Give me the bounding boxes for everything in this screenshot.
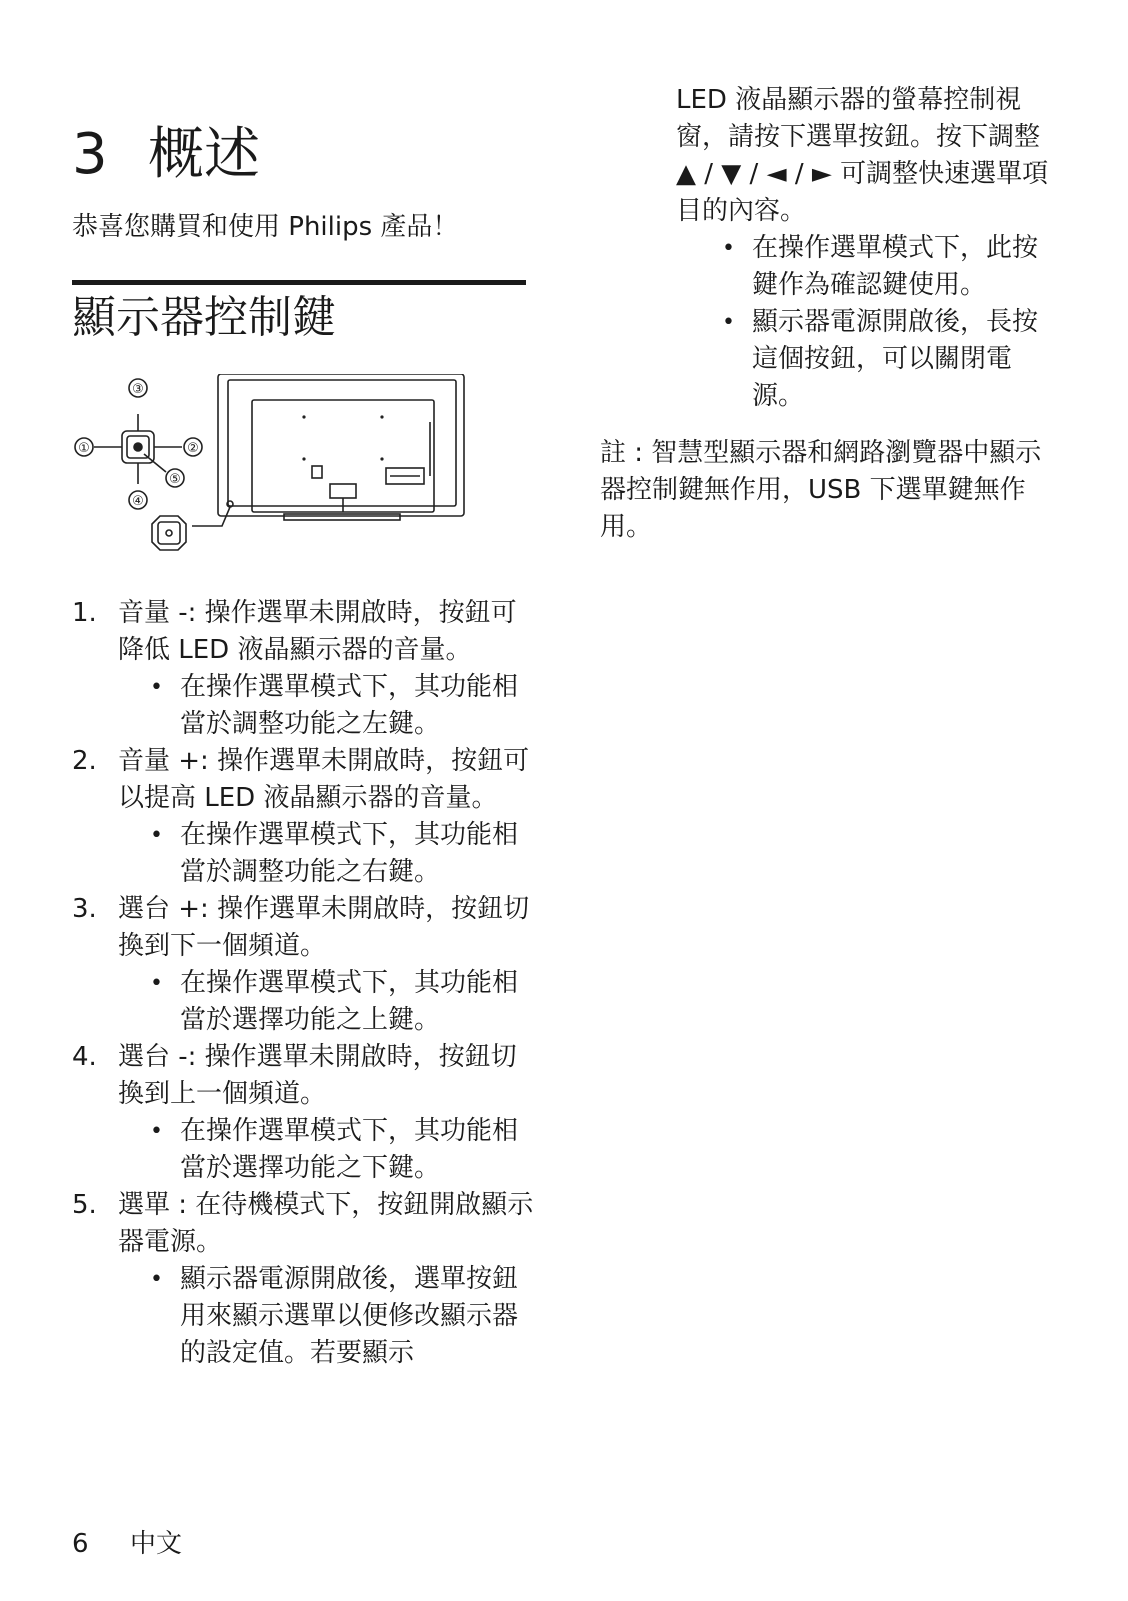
sub-list-item: • 在操作選單模式下，其功能相當於選擇功能之上鍵。 xyxy=(150,965,542,1039)
callout-4: ④ xyxy=(132,494,144,509)
sub-list-item: • 在操作選單模式下，此按鍵作為確認鍵使用。 xyxy=(722,230,1056,304)
note-text: 註 : 智慧型顯示器和網路瀏覽器中顯示器控制鍵無作用，USB 下選單鍵無作用。 xyxy=(600,438,1042,542)
continued-text: LED 液晶顯示器的螢幕控制視窗，請按下選單按鈕。按下調整 ▲ / ▼ / ◄ / ► 可調整快速選單項目的內容。 xyxy=(676,85,1049,226)
callout-5: ⑤ xyxy=(169,472,181,487)
list-item: 1. 音量 -: 操作選單未開啟時，按鈕可降低 LED 液晶顯示器的音量。 • 在操作選單模式下，其功能相當於調整功能之左鍵。 xyxy=(72,595,542,743)
chapter-number: 3 xyxy=(72,121,108,187)
page-number: 6 xyxy=(72,1529,89,1559)
continued-item xyxy=(600,82,1056,415)
callout-3: ③ xyxy=(132,382,144,397)
right-column xyxy=(600,82,1056,546)
sub-list-item: • 在操作選單模式下，其功能相當於調整功能之右鍵。 xyxy=(150,817,542,891)
sub-list-item: • 在操作選單模式下，其功能相當於調整功能之左鍵。 xyxy=(150,669,542,743)
list-item: 5. 選單 : 在待機模式下，按鈕開啟顯示器電源。 • 顯示器電源開啟後，選單按鈕用來顯示選單以便修改顯示器的設定值。若要顯示 xyxy=(72,1187,542,1372)
joystick-detail-icon xyxy=(152,516,186,550)
sub-list-item: • 顯示器電源開啟後，選單按鈕用來顯示選單以便修改顯示器的設定值。若要顯示 xyxy=(150,1261,542,1372)
sub-list-item: • 顯示器電源開啟後，長按這個按鈕，可以關閉電源。 xyxy=(722,304,1056,415)
callout-1: ① xyxy=(78,441,90,456)
list-item: 2. 音量 +: 操作選單未開啟時，按鈕可以提高 LED 液晶顯示器的音量。 • 在操作選單模式下，其功能相當於調整功能之右鍵。 xyxy=(72,743,542,891)
section-title: 顯示器控制鍵 xyxy=(72,292,336,343)
control-keys-diagram xyxy=(72,374,492,564)
list-item: 4. 選台 -: 操作選單未開啟時，按鈕切換到上一個頻道。 • 在操作選單模式下，其功能相當於選擇功能之下鍵。 xyxy=(72,1039,542,1187)
page-footer xyxy=(72,1527,182,1561)
chapter-title-text: 概述 xyxy=(148,121,260,187)
section-divider xyxy=(72,280,526,285)
tv-rear-icon xyxy=(192,374,464,526)
sub-list-item: • 在操作選單模式下，其功能相當於選擇功能之下鍵。 xyxy=(150,1113,542,1187)
footer-language: 中文 xyxy=(130,1529,183,1559)
callout-2: ② xyxy=(187,441,199,456)
chapter-title xyxy=(72,120,260,190)
list-item: 3. 選台 +: 操作選單未開啟時，按鈕切換到下一個頻道。 • 在操作選單模式下，其功能相當於選擇功能之上鍵。 xyxy=(72,891,542,1039)
intro-text: 恭喜您購買和使用 Philips 產品！ xyxy=(72,212,459,242)
control-keys-list xyxy=(72,595,542,1372)
